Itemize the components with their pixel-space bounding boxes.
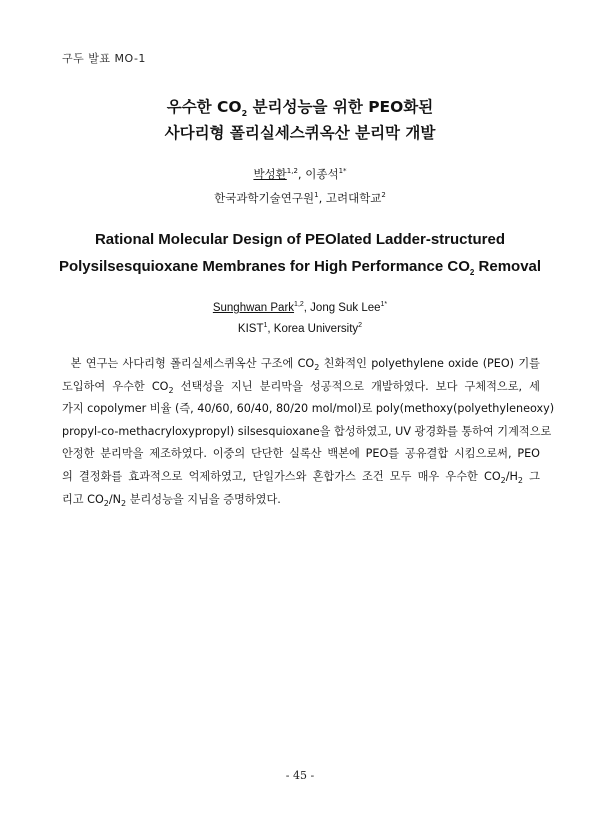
english-title-line-1: Rational Molecular Design of PEOlated Ladder-structured [94, 231, 506, 248]
english-title-line-2: Polysilsesquioxane Membranes for High Performance $CO_2$ Removal [58, 258, 542, 277]
abstract-line: 본 연구는 사다리형 폴리실세스퀴옥산 구조에 $CO_2$ 친화적인 polyethylene oxide (PEO) 기를 [62, 357, 540, 373]
page-number: - 45 - [285, 769, 315, 782]
corresponding-author-en: Jong Suk Lee [310, 302, 381, 314]
presenting-author-en: Sunghwan Park [212, 302, 295, 314]
abstract-line: 도입하여 우수한 $CO_2$ 선택성을 지닌 분리막을 성공적으로 개발하였다. 보다 구체적으로, 세 [62, 379, 540, 395]
session-label: 구두 발표 MO-1 [62, 52, 146, 65]
abstract-line: 안정한 분리막을 제조하였다. 이중의 단단한 실록산 백본에 PEO를 공유결합 시킴으로써, PEO [62, 447, 540, 461]
english-authors: Sunghwan Park$^{1,2}$, Jong Suk Lee$^{1*}$ [212, 301, 388, 314]
korean-title-line-2: 사다리형 폴리실세스퀴옥산 분리막 개발 [164, 124, 436, 142]
abstract-line: 가지 copolymer 비율 (즉, 40/60, 60/40, 80/20 mol/mol)로 poly(methoxy(polyethyleneoxy) [62, 402, 555, 416]
korean-title-line-1: 우수한 $CO_2$ 분리성능을 위한 PEO화된 [166, 98, 434, 119]
abstract-line: 의 결정화를 효과적으로 억제하였고, 단일가스와 혼합가스 조건 모두 매우 우수한 $CO_2/H_2$ 그 [62, 469, 540, 486]
korean-affiliations: 한국과학기술연구원$^1$, 고려대학교$^2$ [214, 191, 386, 205]
korean-authors: 박성환$^{1,2}$, 이종석$^{1*}$ [253, 167, 347, 181]
presenting-author-ko: 박성환 [253, 167, 287, 181]
abstract-body [62, 353, 555, 511]
abstract-line: 리고 $CO_2/N_2$ 분리성능을 지님을 증명하였다. [62, 492, 281, 508]
english-affiliations: KIST$^1$, Korea University$^2$ [237, 322, 363, 335]
corresponding-author-ko: 이종석 [305, 167, 339, 181]
abstract-line: propyl-co-methacryloxypropyl) silsesquioxane을 합성하였고, UV 광경화를 통하여 기계적으로 [62, 424, 552, 438]
